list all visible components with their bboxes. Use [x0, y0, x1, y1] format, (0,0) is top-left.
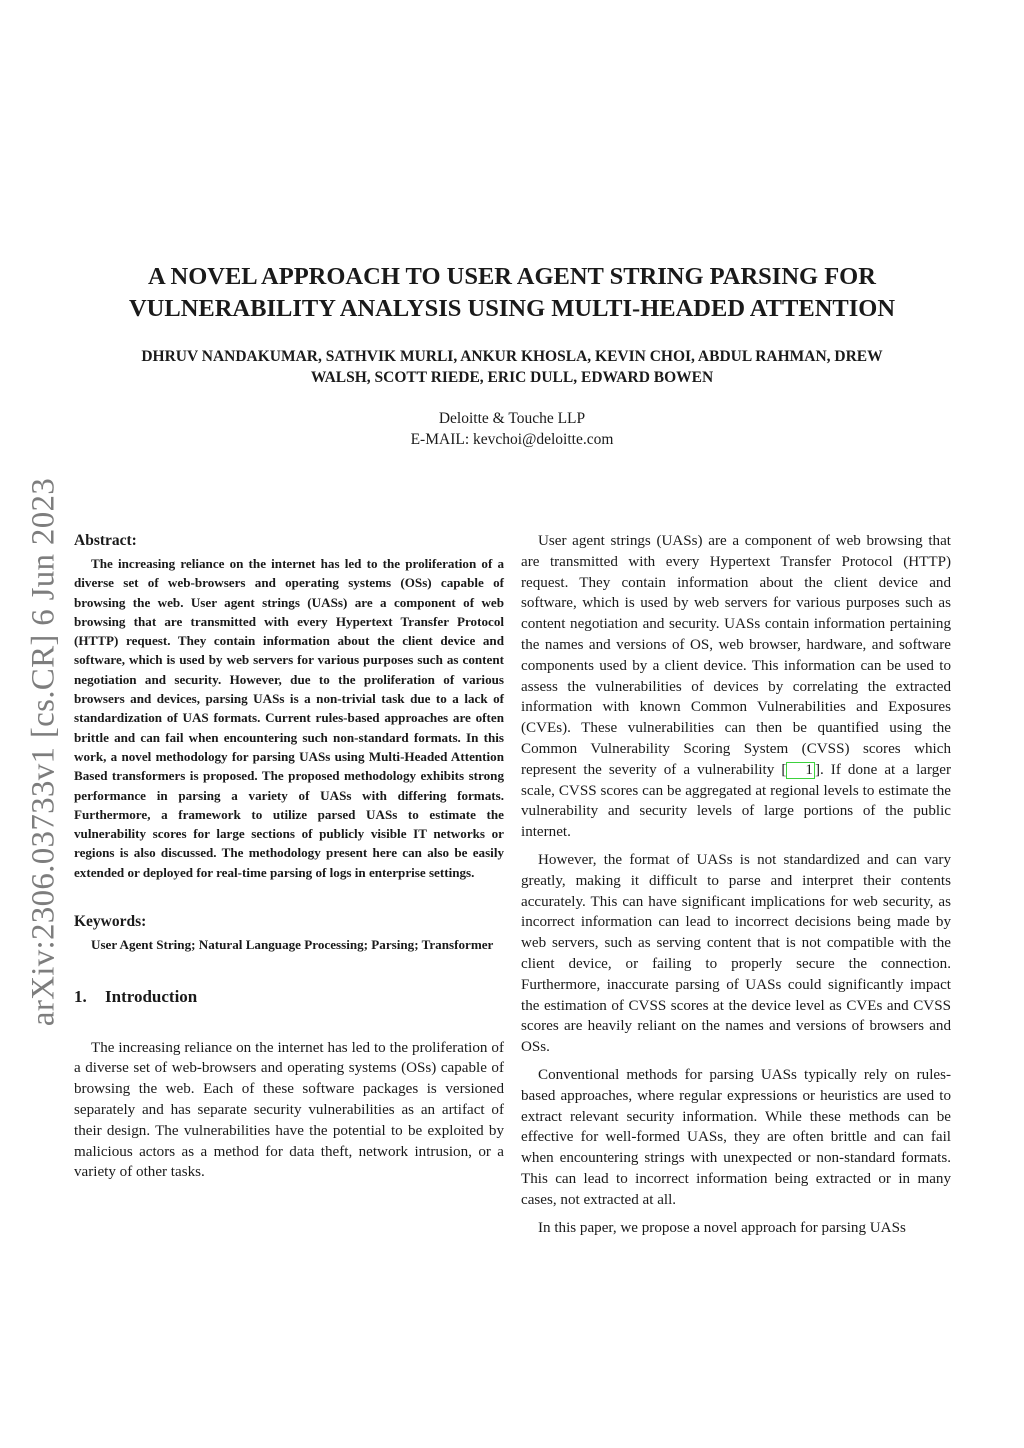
arxiv-identifier-text: arXiv:2306.03733v1 [cs.CR] 6 Jun 2023	[25, 477, 62, 1027]
affiliation: Deloitte & Touche LLP	[438, 410, 586, 427]
left-column	[74, 531, 504, 1183]
body-paragraph-3: Conventional methods for parsing UASs typically rely on rules-based approaches, where regular expressions or heuristics are used to extract relevant security information. While these methods can be effective for well-formed UASs, they are often brittle and can fail when encountering strings with unexpected or non-standard formats. This can lead to incorrect information being extracted or in many cases, not extracted at all.	[521, 1066, 951, 1208]
paragraph-text: ]. If done at a larger scale, CVSS scores can be aggregated at regional levels to estimate the vulnerability and security levels of large portions of the public internet.	[521, 761, 951, 841]
contact-email: E-MAIL: kevchoi@deloitte.com	[410, 431, 614, 448]
affiliation-block	[262, 408, 762, 450]
section-title: Introduction	[105, 986, 198, 1006]
citation-link[interactable]: 1	[786, 762, 815, 779]
abstract-text: The increasing reliance on the internet has led to the proliferation of a diverse set of web-browsers and operating systems (OSs) capable of browsing the web. User agent strings (UASs) are a component of web browsing that are transmitted with every Hypertext Transfer Protocol (HTTP) request. They contain information about the client device and software, which is used by web servers for various purposes such as content negotiation and security. However, due to the proliferation of various browsers and devices, parsing UASs is a non-trivial task due to a lack of standardization of UAS formats. Current rules-based approaches are often brittle and can fail when encountering such non-standard formats. In this work, a novel methodology for parsing UASs using Multi-Headed Attention Based transformers is proposed. The proposed methodology exhibits strong performance in parsing a variety of UASs with differing formats. Furthermore, a framework to utilize parsed UASs to estimate the vulnerability scores for large sections of publicly visible IT networks or regions is also discussed. The methodology present here can also be easily extended or deployed for real-time parsing of logs in enterprise settings.	[74, 556, 504, 880]
body-paragraph-1	[521, 531, 951, 843]
paper-title: A NOVEL APPROACH TO USER AGENT STRING PARSING FOR VULNERABILITY ANALYSIS USING MULTI-HEADED ATTENTION	[128, 263, 896, 322]
introduction-paragraph: The increasing reliance on the internet has led to the proliferation of a diverse set of web-browsers and operating systems (OSs) capable of browsing the web. Each of these software packages is versioned separately and has separate security vulnerabilities as an artifact of their design. The vulnerabilities have the potential to be exploited by malicious actors as a method for data theft, network intrusion, or a variety of other tasks.	[74, 1039, 504, 1181]
section-number: 1.	[74, 986, 87, 1006]
paragraph-text: User agent strings (UASs) are a component of web browsing that are transmitted with every Hypertext Transfer Protocol (HTTP) request. They contain information about the client device and software, which is used by web servers for various purposes such as content negotiation and security. UASs contain information pertaining the names and versions of OS, web browser, hardware, and software components used by a client device. This information can be used to assess the vulnerabilities of devices by correlating the extracted information with known Common Vulnerabilities and Exposures (CVEs). These vulnerabilities can then be quantified using the Common Vulnerability Scoring System (CVSS) scores which represent the severity of a vulnerability [	[521, 533, 951, 778]
keywords-heading: Keywords:	[74, 913, 147, 931]
right-column	[521, 531, 951, 1238]
introduction-heading	[74, 986, 504, 1008]
keywords-text: User Agent String; Natural Language Processing; Parsing; Transformer	[91, 937, 494, 953]
author-list: DHRUV NANDAKUMAR, SATHVIK MURLI, ANKUR KHOSLA, KEVIN CHOI, ABDUL RAHMAN, DREW WALSH, SCOTT RIEDE, ERIC DULL, EDWARD BOWEN	[141, 348, 883, 386]
abstract-heading: Abstract:	[74, 532, 137, 549]
body-paragraph-2: However, the format of UASs is not standardized and can vary greatly, making it difficult to parse and interpret their contents accurately. This can have significant implications for web security, as incorrect information can lead to incorrect decisions being made by web servers, such as serving content that is not compatible with the client device, or failing to properly secure the connection. Furthermore, inaccurate parsing of UASs could significantly impact the estimation of CVSS scores at the device level as CVEs and CVSS scores are heavily reliant on the names and versions of browsers and OSs.	[521, 851, 951, 1056]
body-paragraph-4: In this paper, we propose a novel approach for parsing UASs	[538, 1219, 906, 1236]
